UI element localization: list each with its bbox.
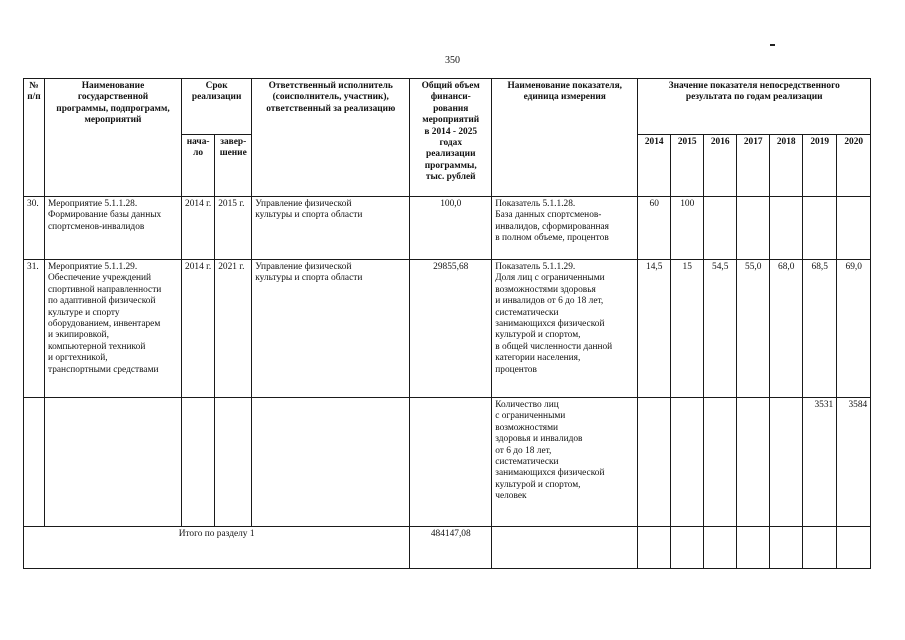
- header-year-2018: 2018: [770, 135, 803, 197]
- table-row: [24, 398, 871, 527]
- header-indicator: Наименование показателя, единица измерения: [492, 79, 638, 197]
- row-start: 2014 г.: [182, 260, 215, 398]
- row-indicator: Количество лиц с ограниченными возможностями здоровья и инвалидов от 6 до 18 лет, систематически занимающихся физической культурой и спортом, человек: [492, 398, 638, 527]
- row-volume: [410, 398, 492, 527]
- row-value-2014: 60: [638, 197, 671, 260]
- row-name: Мероприятие 5.1.1.28. Формирование базы данных спортсменов-инвалидов: [45, 197, 182, 260]
- header-term: Срок реализации: [182, 79, 252, 135]
- total-empty: [671, 527, 704, 569]
- row-num: 30.: [24, 197, 45, 260]
- row-value-2014: 14,5: [638, 260, 671, 398]
- total-row: [24, 527, 871, 569]
- row-value-2016: [704, 398, 737, 527]
- total-empty: [492, 527, 638, 569]
- total-label: Итого по разделу 1: [24, 527, 410, 569]
- row-end: 2015 г.: [215, 197, 252, 260]
- header-year-2019: 2019: [803, 135, 837, 197]
- row-value-2020: 69,0: [837, 260, 871, 398]
- row-indicator: Показатель 5.1.1.28. База данных спортсменов- инвалидов, сформированная в полном объеме, процентов: [492, 197, 638, 260]
- row-volume: 29855,68: [410, 260, 492, 398]
- row-value-2016: 54,5: [704, 260, 737, 398]
- total-empty: [837, 527, 871, 569]
- row-value-2017: [737, 197, 770, 260]
- row-value-2014: [638, 398, 671, 527]
- header-values: Значение показателя непосредственного результата по годам реализации: [638, 79, 871, 135]
- row-end: 2021 г.: [215, 260, 252, 398]
- row-start: [182, 398, 215, 527]
- scan-mark: [770, 44, 775, 46]
- row-value-2015: 100: [671, 197, 704, 260]
- header-name: Наименование государственной программы, подпрограмм, мероприятий: [45, 79, 182, 197]
- row-value-2015: [671, 398, 704, 527]
- header-year-2017: 2017: [737, 135, 770, 197]
- row-indicator: Показатель 5.1.1.29. Доля лиц с ограниченными возможностями здоровья и инвалидов от 6 до 18 лет, систематически занимающихся физической культурой и спортом, в общей численности данной категории населения, процентов: [492, 260, 638, 398]
- table-row: [24, 260, 871, 398]
- header-start: нача- ло: [182, 135, 215, 197]
- row-executor: Управление физической культуры и спорта области: [252, 197, 410, 260]
- row-num: [24, 398, 45, 527]
- header-volume: Общий объем финанси- рования мероприятий в 2014 - 2025 годах реализации программы, тыс. рублей: [410, 79, 492, 197]
- row-value-2019: [803, 197, 837, 260]
- header-year-2016: 2016: [704, 135, 737, 197]
- total-empty: [803, 527, 837, 569]
- total-empty: [638, 527, 671, 569]
- table-row: [24, 197, 871, 260]
- header-year-2015: 2015: [671, 135, 704, 197]
- header-row-1: [24, 79, 871, 135]
- total-empty: [704, 527, 737, 569]
- row-executor: Управление физической культуры и спорта области: [252, 260, 410, 398]
- program-table: [23, 78, 871, 569]
- row-value-2017: [737, 398, 770, 527]
- row-num: 31.: [24, 260, 45, 398]
- header-executor: Ответственный исполнитель (соисполнитель, участник), ответственный за реализацию: [252, 79, 410, 197]
- row-start: 2014 г.: [182, 197, 215, 260]
- total-empty: [770, 527, 803, 569]
- total-volume: 484147,08: [410, 527, 492, 569]
- row-value-2015: 15: [671, 260, 704, 398]
- row-executor: [252, 398, 410, 527]
- row-name: Мероприятие 5.1.1.29. Обеспечение учреждений спортивной направленности по адаптивной физической культуре и спорту оборудованием, инвентарем и экипировкой, компьютерной техникой и оргтехникой, транспортными средствами: [45, 260, 182, 398]
- row-value-2019: 68,5: [803, 260, 837, 398]
- row-value-2018: [770, 197, 803, 260]
- total-empty: [737, 527, 770, 569]
- row-value-2019: 3531: [803, 398, 837, 527]
- row-value-2020: 3584: [837, 398, 871, 527]
- row-end: [215, 398, 252, 527]
- header-end: завер- шение: [215, 135, 252, 197]
- header-year-2020: 2020: [837, 135, 871, 197]
- row-name: [45, 398, 182, 527]
- row-value-2017: 55,0: [737, 260, 770, 398]
- row-value-2016: [704, 197, 737, 260]
- row-value-2018: [770, 398, 803, 527]
- row-value-2018: 68,0: [770, 260, 803, 398]
- header-year-2014: 2014: [638, 135, 671, 197]
- header-num: № п/п: [24, 79, 45, 197]
- row-volume: 100,0: [410, 197, 492, 260]
- page-number: 350: [445, 55, 460, 66]
- row-value-2020: [837, 197, 871, 260]
